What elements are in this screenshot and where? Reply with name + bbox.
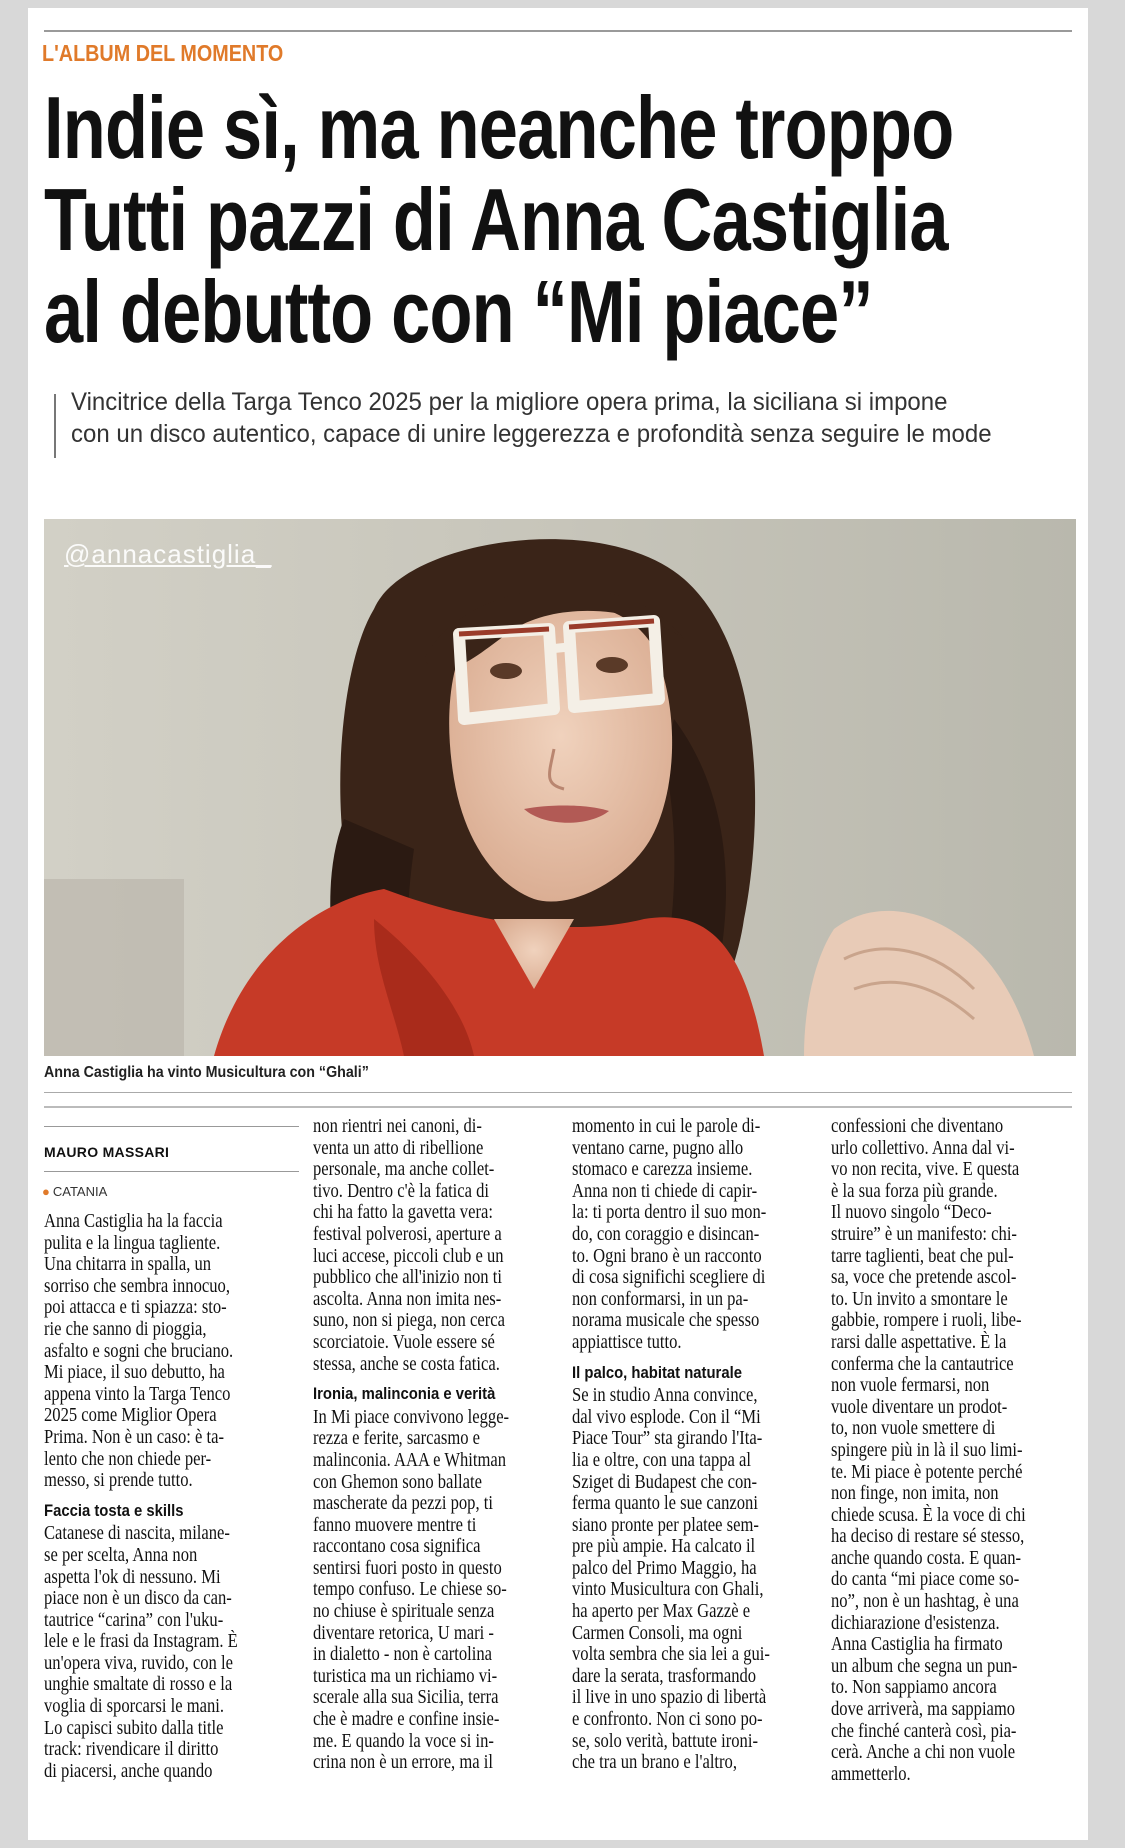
- body-text-line: ha deciso di restare sé stesso,: [831, 1526, 1025, 1548]
- body-text-line: mascherate da pezzi pop, ti: [313, 1493, 493, 1515]
- body-text-line: che è madre e confine insie-: [313, 1709, 500, 1731]
- subheading: Ironia, malinconia e verità: [313, 1385, 496, 1404]
- body-text-line: la: ti porta dentro il suo mon-: [572, 1202, 767, 1224]
- body-text-line: Prima. Non è un caso: è ta-: [44, 1426, 224, 1448]
- body-text-line: che finché canterà così, pia-: [831, 1720, 1017, 1742]
- body-text-line: Il nuovo singolo “Deco-: [831, 1202, 992, 1224]
- body-text-line: non finge, non imita, non: [831, 1483, 999, 1505]
- body-text-line: se per scelta, Anna non: [44, 1544, 198, 1566]
- body-text-line: dal vivo esplode. Con il “Mi: [572, 1406, 761, 1428]
- body-text-line: non rientri nei canoni, di-: [313, 1116, 482, 1137]
- body-text-line: te. Mi piace è potente perché: [831, 1461, 1023, 1483]
- body-text-line: urlo collettivo. Anna dal vi-: [831, 1137, 1015, 1159]
- body-text-line: siano pronte per platee sem-: [572, 1514, 759, 1536]
- top-rule: [44, 30, 1072, 32]
- body-text-line: volta sembra che sia lei a gui-: [572, 1644, 770, 1666]
- body-text-line: raccontano cosa significa: [313, 1536, 481, 1558]
- body-text-line: è la sua forza più grande.: [831, 1180, 998, 1202]
- body-text-line: Carmen Consoli, ma ogni: [572, 1622, 743, 1644]
- body-text-line: malinconia. AAA e Whitman: [313, 1449, 507, 1471]
- body-text-line: anche quando costa. E quan-: [831, 1547, 1022, 1569]
- body-text-line: to. Non sappiamo ancora: [831, 1677, 997, 1699]
- body-text-line: unghie smaltate di rosso e la: [44, 1674, 233, 1696]
- body-text-line: palco del Primo Maggio, ha: [572, 1557, 757, 1579]
- body-text-line: scerale alla sua Sicilia, terra: [313, 1687, 499, 1709]
- body-text-line: non conformarsi, in un pa-: [572, 1288, 749, 1310]
- body-text-line: poi attacca e ti spiazza: sto-: [44, 1297, 227, 1319]
- body-text-line: festival polverosi, aperture a: [313, 1223, 502, 1245]
- body-text-line: Anna Castiglia ha la faccia: [44, 1211, 223, 1232]
- body-text-line: non vuole fermarsi, non: [831, 1375, 990, 1397]
- instagram-handle: @annacastiglia_: [64, 539, 272, 569]
- body-text-line: suno, non si piega, non cerca: [313, 1310, 505, 1332]
- body-text-line: appena vinto la Targa Tenco: [44, 1383, 231, 1405]
- subhead-line: con un disco autentico, capace di unire leggerezza e profondità senza seguire le mode: [71, 420, 992, 448]
- body-text-line: track: rivendicare il diritto: [44, 1739, 219, 1761]
- body-text-line: vuole diventare un prodot-: [831, 1396, 1008, 1418]
- body-text-line: Catanese di nascita, milane-: [44, 1523, 230, 1545]
- body-text-line: ventano carne, pugno allo: [572, 1137, 744, 1159]
- article-column: [313, 1116, 575, 1831]
- body-text-line: Mi piace, il suo debutto, ha: [44, 1362, 225, 1384]
- body-text-line: to. Ogni brano è un racconto: [572, 1245, 762, 1267]
- portrait-illustration: [44, 519, 1076, 1056]
- body-text-line: rarsi dalle aspettative. È la: [831, 1331, 1007, 1353]
- body-text-line: stomaco e carezza insieme.: [572, 1159, 753, 1181]
- body-text-line: Se in studio Anna convince,: [572, 1385, 758, 1407]
- body-text-line: piace non è un disco da can-: [44, 1588, 232, 1610]
- body-text-line: se, solo verità, battute ironi-: [572, 1730, 758, 1752]
- subhead-bar: [54, 394, 56, 458]
- body-text-line: ha aperto per Max Gazzè e: [572, 1601, 751, 1623]
- section-rule: [44, 1106, 1072, 1108]
- body-text-line: dare la serata, trasformando: [572, 1665, 757, 1687]
- body-text-line: no chiuse è spirituale senza: [313, 1601, 495, 1623]
- body-text-line: un'opera viva, ruvido, con le: [44, 1652, 233, 1674]
- body-text-line: voglia di sporcarsi le mani.: [44, 1696, 224, 1718]
- body-text-line: lia e oltre, con una tappa al: [572, 1449, 752, 1471]
- body-text-line: il live in uno spazio di libertà: [572, 1687, 767, 1709]
- body-text-line: di cosa significhi scegliere di: [572, 1267, 766, 1289]
- body-text-line: tarre taglienti, beat che pul-: [831, 1245, 1014, 1267]
- body-text-line: norama musicale che spesso: [572, 1310, 760, 1332]
- body-text-line: sa, voce che pretende ascol-: [831, 1267, 1017, 1289]
- body-text-line: ferma quanto le sue canzoni: [572, 1493, 758, 1515]
- body-text-line: pre più ampie. Ha calcato il: [572, 1536, 756, 1558]
- body-text-line: scorciatoie. Vuole essere sé: [313, 1331, 495, 1353]
- body-text-line: luci accese, piccoli club e un: [313, 1245, 504, 1267]
- article-column: [831, 1116, 1088, 1831]
- body-text-line: Anna Castiglia ha firmato: [831, 1634, 1003, 1656]
- body-text-line: tempo confuso. Le chiese so-: [313, 1579, 507, 1601]
- body-text-line: Sziget di Budapest che con-: [572, 1471, 758, 1493]
- body-text-line: 2025 come Miglior Opera: [44, 1405, 217, 1427]
- body-text-line: Anna non ti chiede di capir-: [572, 1180, 758, 1202]
- body-text-line: dove arriverà, ma sappiamo: [831, 1699, 1016, 1721]
- body-text-line: personale, ma anche collet-: [313, 1159, 495, 1181]
- location-label: CATANIA: [52, 1184, 108, 1199]
- body-text-line: in dialetto - non è cartolina: [313, 1644, 493, 1666]
- author-byline: MAURO MASSARI: [44, 1144, 170, 1160]
- body-text-line: turistica ma un richiamo vi-: [313, 1665, 498, 1687]
- body-text-line: sentirsi fuori posto in questo: [313, 1557, 502, 1579]
- caption-rule: [44, 1092, 1072, 1093]
- headline-line: Indie sì, ma neanche troppo: [44, 78, 954, 177]
- byline-rule: [44, 1171, 299, 1172]
- body-text-line: di piacersi, anche quando: [44, 1760, 213, 1782]
- body-text-line: che tra un brano e l'altro,: [572, 1752, 737, 1774]
- body-text-line: cerà. Anche a chi non vuole: [831, 1742, 1016, 1764]
- subhead: [71, 386, 1050, 450]
- photo-caption: Anna Castiglia ha vinto Musicultura con “Ghali”: [44, 1064, 369, 1081]
- byline-rule-top: [44, 1126, 299, 1127]
- body-text-line: do canta “mi piace come so-: [831, 1569, 1020, 1591]
- body-text-line: lele e le frasi da Instagram. È: [44, 1631, 238, 1653]
- body-text-line: dichiarazione d'esistenza.: [831, 1612, 1000, 1634]
- headline-line: al debutto con “Mi piace”: [44, 262, 873, 361]
- section-kicker: L'ALBUM DEL MOMENTO: [42, 40, 284, 66]
- newspaper-page: [28, 8, 1088, 1840]
- body-text-line: venta un atto di ribellione: [313, 1137, 484, 1159]
- body-text-line: chi ha fatto la gavetta vera:: [313, 1202, 493, 1224]
- body-text-line: me. E quando la voce si in-: [313, 1730, 494, 1752]
- body-text-line: to. Un invito a smontare le: [831, 1288, 1008, 1310]
- article-column: [572, 1116, 834, 1831]
- body-text-line: pubblico che all'inizio non ti: [313, 1267, 502, 1289]
- article-column: [44, 1211, 306, 1831]
- headline-line: Tutti pazzi di Anna Castiglia: [44, 170, 948, 269]
- subheading: Il palco, habitat naturale: [572, 1363, 742, 1382]
- body-text-line: confessioni che diventano: [831, 1116, 1004, 1137]
- body-text-line: pulita e la lingua tagliente.: [44, 1232, 221, 1254]
- body-text-line: ascolta. Anna non imita nes-: [313, 1288, 502, 1310]
- body-text-line: asfalto e sogni che bruciano.: [44, 1340, 234, 1362]
- body-text-line: diventare retorica, U mari -: [313, 1622, 494, 1644]
- body-text-line: ammetterlo.: [831, 1763, 911, 1785]
- body-text-line: rezza e ferite, sarcasmo e: [313, 1428, 481, 1450]
- body-text-line: to, non vuole smettere di: [831, 1418, 996, 1440]
- body-text-line: momento in cui le parole di-: [572, 1116, 761, 1137]
- body-text-line: no”, non è un hashtag, è una: [831, 1591, 1019, 1613]
- body-text-line: do, con coraggio e disincan-: [572, 1223, 760, 1245]
- body-text-line: tivo. Dentro c'è la fatica di: [313, 1180, 490, 1202]
- body-text-line: spingere più in là il suo limi-: [831, 1439, 1023, 1461]
- body-text-line: chiede scusa. È la voce di chi: [831, 1504, 1026, 1526]
- body-text-line: vinto Musicultura con Ghali,: [572, 1579, 764, 1601]
- subheading: Faccia tosta e skills: [44, 1501, 184, 1520]
- body-text-line: un album che segna un pun-: [831, 1655, 1018, 1677]
- body-text-line: fanno muovere mentre ti: [313, 1514, 477, 1536]
- body-text-line: struire” è un manifesto: chi-: [831, 1223, 1017, 1245]
- body-text-line: Una chitarra in spalla, un: [44, 1254, 212, 1276]
- subhead-line: Vincitrice della Targa Tenco 2025 per la migliore opera prima, la siciliana si impone: [71, 388, 948, 416]
- body-text-line: crina non è un errore, ma il: [313, 1752, 493, 1774]
- headline: [44, 78, 954, 361]
- body-text-line: sorriso che sembra innocuo,: [44, 1275, 230, 1297]
- body-text-line: lento che non chiede per-: [44, 1448, 212, 1470]
- body-text-line: messo, si prende tutto.: [44, 1470, 193, 1492]
- body-text-line: conferma che la cantautrice: [831, 1353, 1014, 1375]
- body-text-line: Lo capisci subito dalla title: [44, 1717, 224, 1739]
- article-photo: [44, 519, 1076, 1056]
- body-text-line: rie che sanno di pioggia,: [44, 1318, 207, 1340]
- location-pin-icon: ●: [42, 1184, 50, 1199]
- body-text-line: Piace Tour” sta girando l'Ita-: [572, 1428, 763, 1450]
- dateline: [42, 1184, 107, 1199]
- body-text-line: aspetta l'ok di nessuno. Mi: [44, 1566, 221, 1588]
- body-text-line: tautrice “carina” con l'uku-: [44, 1609, 224, 1631]
- body-text-line: vo non recita, vive. E questa: [831, 1159, 1020, 1181]
- body-text-line: appiattisce tutto.: [572, 1331, 682, 1353]
- body-text-line: con Ghemon sono ballate: [313, 1471, 482, 1493]
- body-text-line: In Mi piace convivono legge-: [313, 1406, 510, 1428]
- body-text-line: stessa, anche se costa fatica.: [313, 1353, 500, 1375]
- body-text-line: e confronto. Non ci sono po-: [572, 1709, 763, 1731]
- body-text-line: gabbie, rompere i ruoli, libe-: [831, 1310, 1022, 1332]
